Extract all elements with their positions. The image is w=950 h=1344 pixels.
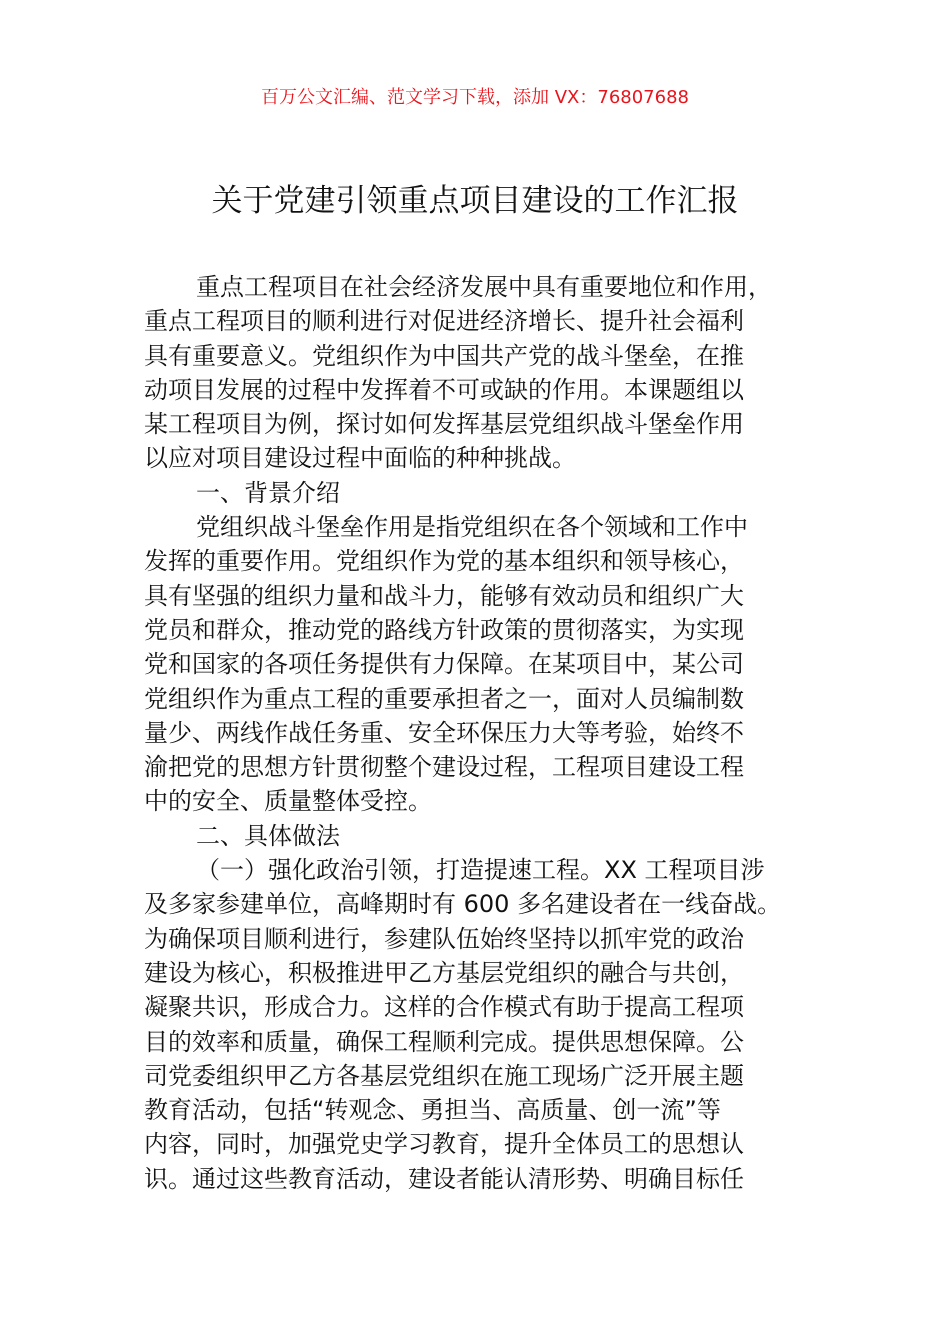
body-line: 目的效率和质量，确保工程顺利完成。提供思想保障。公	[144, 1027, 744, 1056]
body-line: 教育活动，包括“转观念、勇担当、高质量、创一流”等	[144, 1096, 721, 1125]
body-line: 及多家参建单位，高峰期时有 600 多名建设者在一线奋战。	[144, 890, 782, 919]
body-line: 识。通过这些教育活动，建设者能认清形势、明确目标任	[144, 1164, 744, 1193]
subsection-line: （一）强化政治引领，打造提速工程。XX 工程项目涉	[196, 856, 765, 885]
body-line: 以应对项目建设过程中面临的种种挑战。	[144, 444, 576, 473]
document-body	[144, 270, 816, 1196]
body-line: 党组织作为重点工程的重要承担者之一，面对人员编制数	[144, 684, 744, 713]
body-line: 党员和群众，推动党的路线方针政策的贯彻落实，为实现	[144, 615, 744, 644]
body-line: 重点工程项目在社会经济发展中具有重要地位和作用，	[196, 273, 772, 301]
body-line: 党组织战斗堡垒作用是指党组织在各个领域和工作中	[196, 513, 748, 542]
body-line: 发挥的重要作用。党组织作为党的基本组织和领导核心，	[144, 547, 744, 576]
body-line: 建设为核心，积极推进甲乙方基层党组织的融合与共创，	[144, 958, 744, 987]
body-line: 党和国家的各项任务提供有力保障。在某项目中，某公司	[144, 650, 744, 679]
body-line: 某工程项目为例，探讨如何发挥基层党组织战斗堡垒作用	[144, 410, 744, 439]
document-title: 关于党建引领重点项目建设的工作汇报	[211, 183, 739, 219]
body-line: 动项目发展的过程中发挥着不可或缺的作用。本课题组以	[144, 375, 744, 404]
body-line: 渝把党的思想方针贯彻整个建设过程，工程项目建设工程	[144, 753, 744, 782]
body-line: 凝聚共识，形成合力。这样的合作模式有助于提高工程项	[144, 993, 744, 1022]
body-line: 中的安全、质量整体受控。	[144, 787, 432, 816]
body-line: 重点工程项目的顺利进行对促进经济增长、提升社会福利	[144, 307, 744, 336]
section-heading: 二、具体做法	[196, 821, 340, 850]
body-line: 量少、两线作战任务重、安全环保压力大等考验，始终不	[144, 718, 744, 747]
watermark-header: 百万公文汇编、范文学习下载，添加 VX：76807688	[261, 87, 689, 108]
body-line: 为确保项目顺利进行，参建队伍始终坚持以抓牢党的政治	[144, 924, 744, 953]
section-heading: 一、背景介绍	[196, 478, 340, 507]
body-line: 具有重要意义。党组织作为中国共产党的战斗堡垒，在推	[144, 341, 744, 370]
body-line: 内容，同时，加强党史学习教育，提升全体员工的思想认	[144, 1130, 744, 1159]
body-line: 具有坚强的组织力量和战斗力，能够有效动员和组织广大	[144, 581, 744, 610]
body-line: 司党委组织甲乙方各基层党组织在施工现场广泛开展主题	[144, 1061, 744, 1090]
